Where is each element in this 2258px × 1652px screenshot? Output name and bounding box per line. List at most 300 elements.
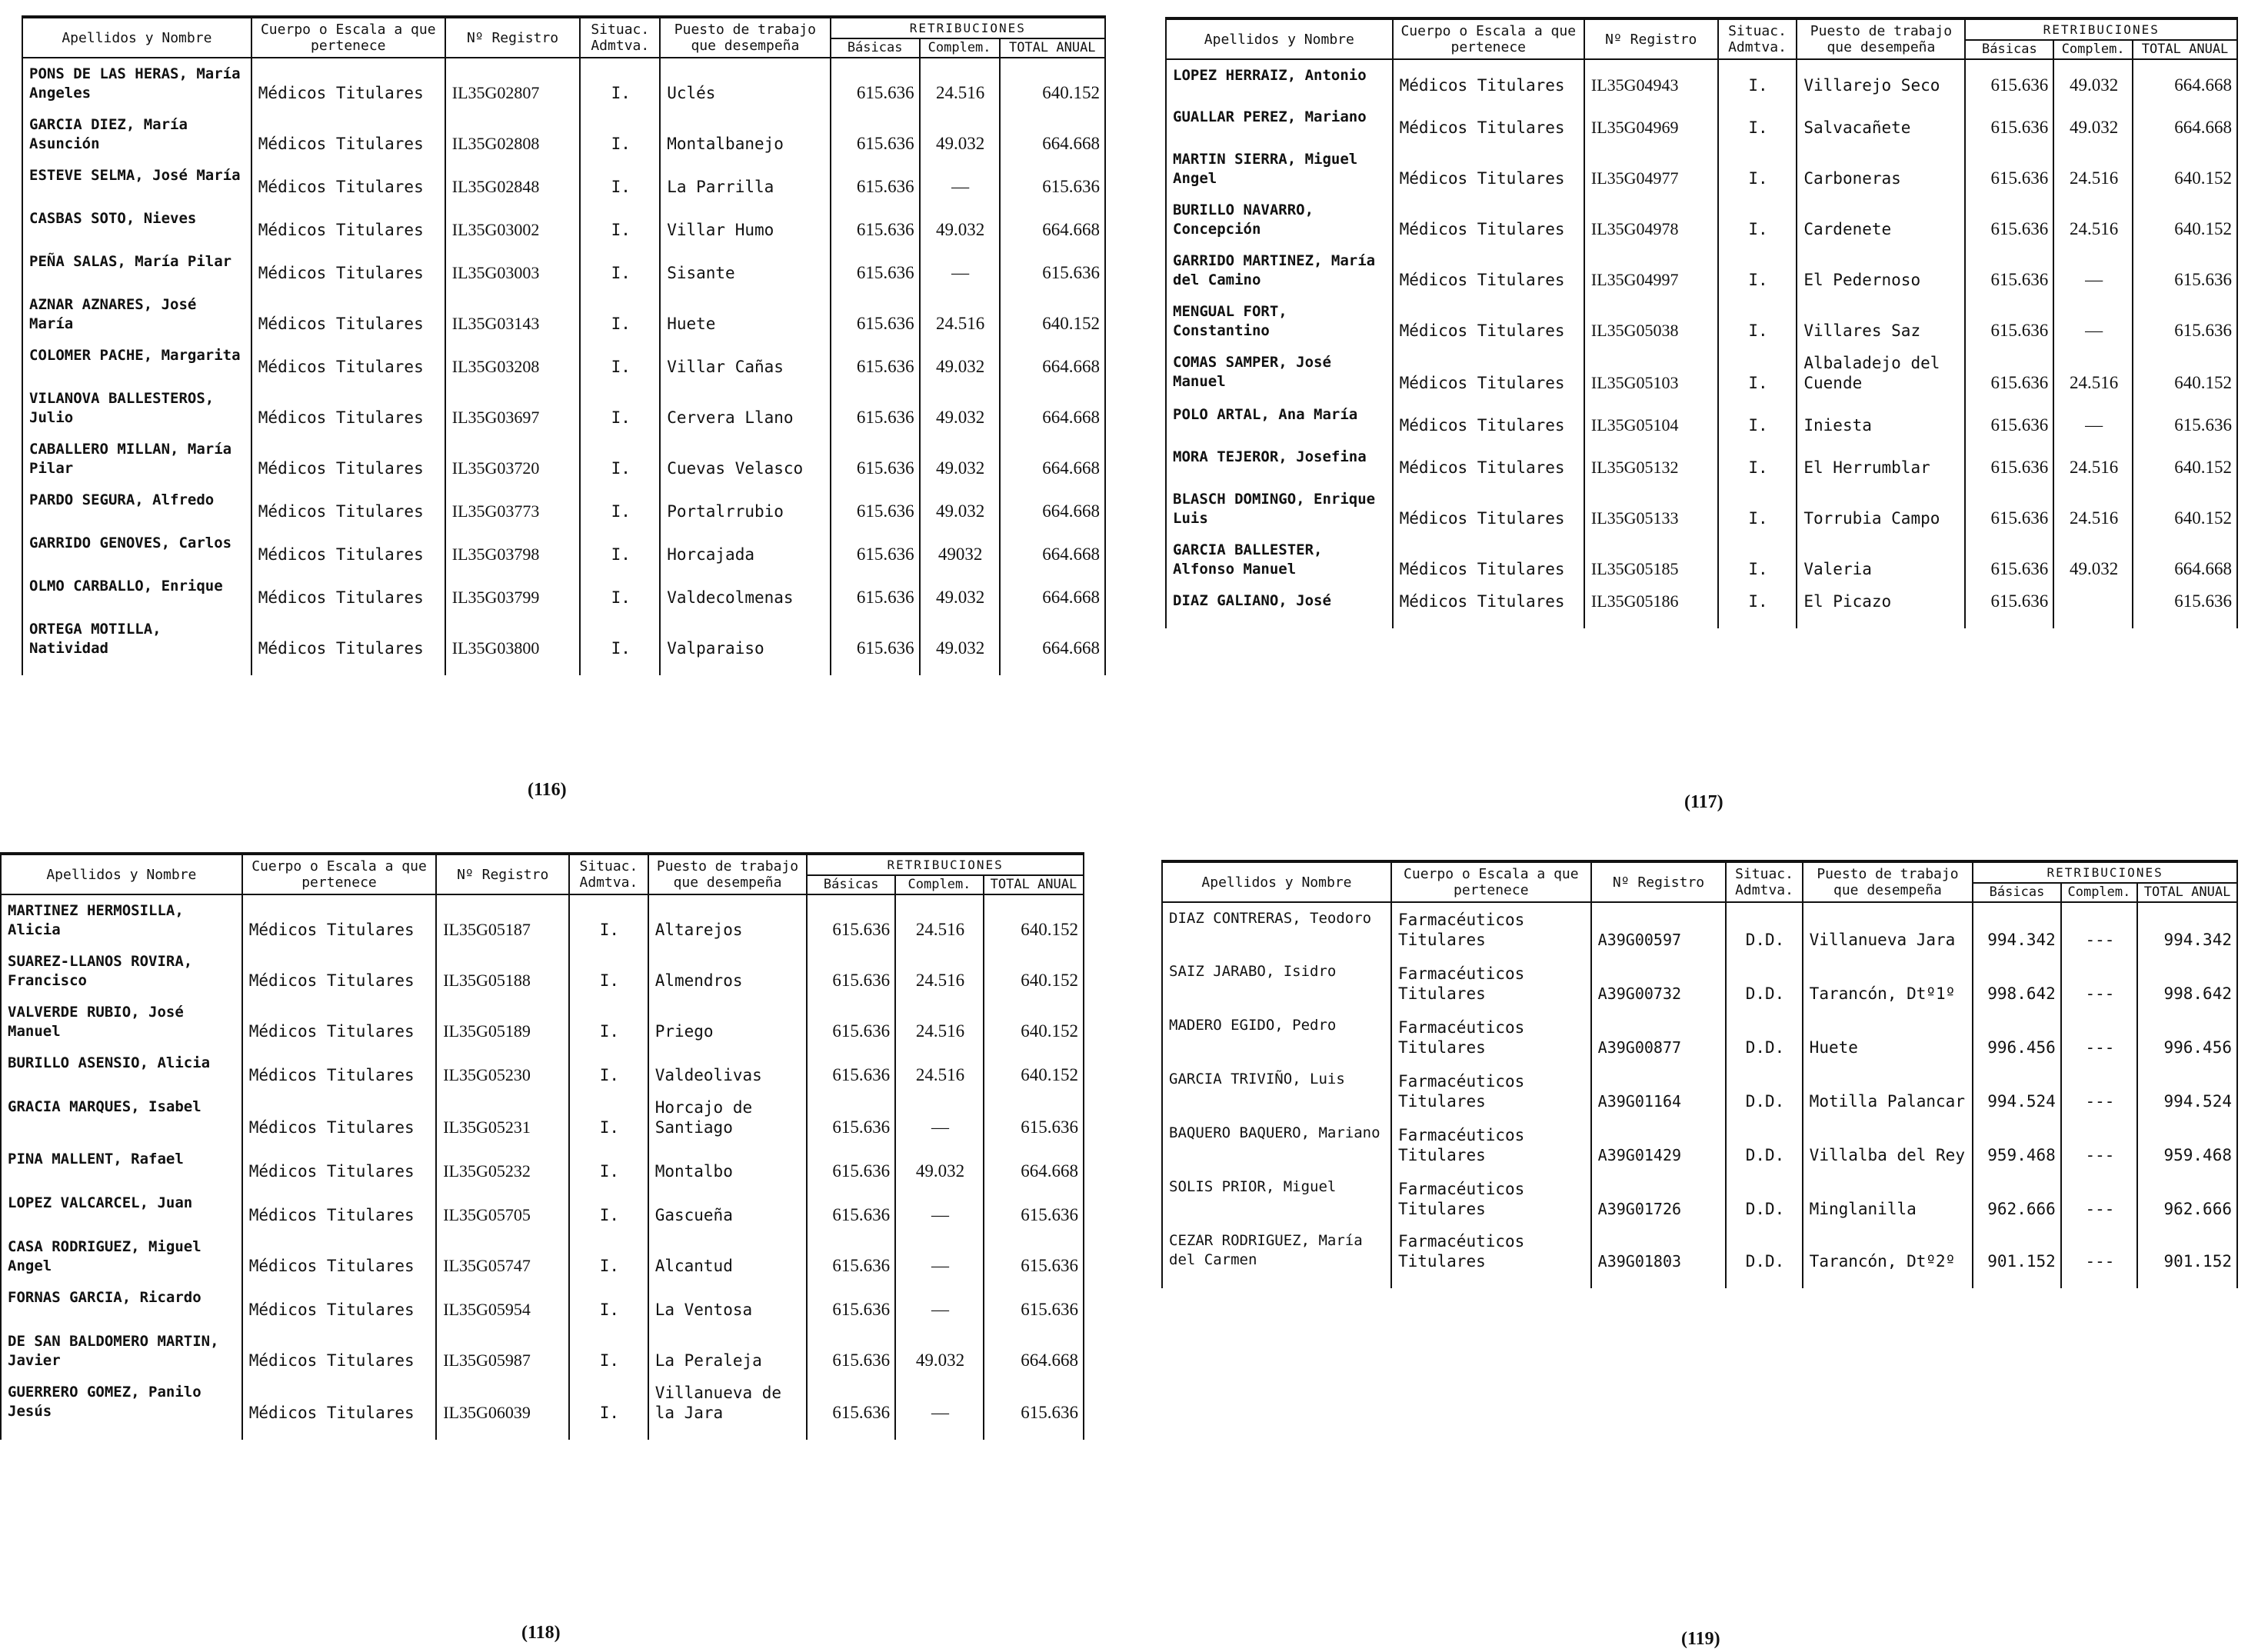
basicas-cell: 615.636: [831, 203, 920, 246]
situacion-cell: I.: [580, 434, 660, 485]
puesto-cell: La Ventosa: [648, 1282, 808, 1326]
registro-cell: IL35G03208: [445, 340, 581, 383]
complem-cell: —: [895, 1377, 984, 1440]
cuerpo-cell: Médicos Titulares: [242, 1144, 437, 1187]
full-name-cell: DE SAN BALDOMERO MARTIN, Javier: [1, 1326, 242, 1377]
puesto-cell: Tarancón, Dtº2º: [1803, 1225, 1973, 1288]
header-puesto: Puesto de trabajo que desempeña: [648, 854, 808, 894]
cuerpo-cell: Médicos Titulares: [1393, 144, 1584, 195]
full-name-cell: GRACIA MARQUES, Isabel: [1, 1091, 242, 1144]
full-name-cell: VILANOVA BALLESTEROS, Julio: [22, 383, 251, 434]
table-row: [22, 340, 1105, 383]
page-number: (116): [528, 780, 567, 800]
total-anual-cell: 664.668: [2133, 535, 2237, 585]
basicas-cell: 959.468: [1973, 1117, 2061, 1171]
basicas-cell: 615.636: [1965, 144, 2053, 195]
full-name-cell: PINA MALLENT, Rafael: [1, 1144, 242, 1187]
full-name-cell: SOLIS PRIOR, Miguel: [1162, 1171, 1391, 1225]
registro-cell: IL35G03799: [445, 571, 581, 614]
table-row: [1, 1144, 1084, 1187]
total-anual-cell: 615.636: [984, 1377, 1084, 1440]
table-row: [1, 997, 1084, 1047]
basicas-cell: 615.636: [831, 528, 920, 571]
registro-cell: A39G01726: [1591, 1171, 1727, 1225]
cuerpo-cell: Médicos Titulares: [251, 203, 445, 246]
full-name-cell: CABALLERO MILLAN, María Pilar: [22, 434, 251, 485]
full-name-cell: PARDO SEGURA, Alfredo: [22, 485, 251, 528]
basicas-cell: 615.636: [1965, 347, 2053, 399]
basicas-cell: 615.636: [831, 58, 920, 109]
cuerpo-cell: Médicos Titulares: [242, 1047, 437, 1091]
table-row: [1166, 399, 2237, 441]
table-row: [1, 1091, 1084, 1144]
puesto-cell: La Peraleja: [648, 1326, 808, 1377]
registro-cell: IL35G03773: [445, 485, 581, 528]
registro-cell: A39G00732: [1591, 956, 1727, 1010]
puesto-cell: Salvacañete: [1797, 102, 1965, 144]
complem-cell: ---: [2061, 1225, 2137, 1288]
header-registro: Nº Registro: [1591, 861, 1727, 902]
cuerpo-cell: Médicos Titulares: [242, 1091, 437, 1144]
register-table: [22, 15, 1106, 675]
puesto-cell: Huete: [1803, 1010, 1973, 1064]
registro-cell: IL35G03697: [445, 383, 581, 434]
register-table: [0, 852, 1084, 1440]
basicas-cell: 615.636: [807, 1047, 895, 1091]
complem-cell: [2053, 585, 2133, 628]
total-anual-cell: 615.636: [1000, 246, 1106, 289]
basicas-cell: 615.636: [1965, 585, 2053, 628]
basicas-cell: 615.636: [807, 1187, 895, 1231]
basicas-cell: 998.642: [1973, 956, 2061, 1010]
full-name-cell: GARCIA BALLESTER, Alfonso Manuel: [1166, 535, 1393, 585]
situacion-cell: I.: [580, 203, 660, 246]
complem-cell: —: [895, 1282, 984, 1326]
table-row: [1166, 484, 2237, 535]
cuerpo-cell: Médicos Titulares: [1393, 296, 1584, 347]
cuerpo-cell: Médicos Titulares: [251, 383, 445, 434]
complem-cell: ---: [2061, 902, 2137, 956]
situacion-cell: I.: [1718, 245, 1797, 296]
table-row: [22, 614, 1105, 675]
header-cuerpo-escala: Cuerpo o Escala a que pertenece: [1393, 18, 1584, 59]
complem-cell: 49.032: [2053, 59, 2133, 102]
puesto-cell: Minglanilla: [1803, 1171, 1973, 1225]
situacion-cell: I.: [580, 58, 660, 109]
basicas-cell: 615.636: [807, 894, 895, 946]
cuerpo-cell: Farmacéuticos Titulares: [1391, 1064, 1591, 1117]
complem-cell: 49.032: [920, 340, 1000, 383]
header-cuerpo-escala: Cuerpo o Escala a que pertenece: [1391, 861, 1591, 902]
total-anual-cell: 664.668: [1000, 203, 1106, 246]
header-apellidos-nombre: Apellidos y Nombre: [1162, 861, 1391, 902]
full-name-cell: BAQUERO BAQUERO, Mariano: [1162, 1117, 1391, 1171]
basicas-cell: 615.636: [831, 434, 920, 485]
puesto-cell: El Pedernoso: [1797, 245, 1965, 296]
full-name-cell: SAIZ JARABO, Isidro: [1162, 956, 1391, 1010]
situacion-cell: I.: [569, 1091, 648, 1144]
registro-cell: IL35G05104: [1584, 399, 1718, 441]
basicas-cell: 962.666: [1973, 1171, 2061, 1225]
full-name-cell: DIAZ CONTRERAS, Teodoro: [1162, 902, 1391, 956]
total-anual-cell: 615.636: [1000, 160, 1106, 203]
basicas-cell: 615.636: [807, 1282, 895, 1326]
registro-cell: IL35G03003: [445, 246, 581, 289]
full-name-cell: MARTIN SIERRA, Miguel Angel: [1166, 144, 1393, 195]
cuerpo-cell: Médicos Titulares: [251, 340, 445, 383]
registro-cell: IL35G05185: [1584, 535, 1718, 585]
full-name-cell: AZNAR AZNARES, José María: [22, 289, 251, 340]
basicas-cell: 615.636: [831, 160, 920, 203]
full-name-cell: GUERRERO GOMEZ, Panilo Jesús: [1, 1377, 242, 1440]
complem-cell: ---: [2061, 1010, 2137, 1064]
total-anual-cell: 640.152: [2133, 484, 2237, 535]
register-table-page-119: [1161, 860, 2238, 1288]
cuerpo-cell: Farmacéuticos Titulares: [1391, 956, 1591, 1010]
basicas-cell: 615.636: [807, 997, 895, 1047]
table-row: [22, 58, 1105, 109]
cuerpo-cell: Médicos Titulares: [251, 614, 445, 675]
situacion-cell: I.: [569, 1187, 648, 1231]
total-anual-cell: 664.668: [984, 1144, 1084, 1187]
situacion-cell: I.: [1718, 347, 1797, 399]
puesto-cell: Gascueña: [648, 1187, 808, 1231]
full-name-cell: CEZAR RODRIGUEZ, María del Carmen: [1162, 1225, 1391, 1288]
complem-cell: 24.516: [920, 58, 1000, 109]
complem-cell: 49.032: [920, 203, 1000, 246]
total-anual-cell: 664.668: [1000, 383, 1106, 434]
basicas-cell: 615.636: [831, 109, 920, 160]
registro-cell: IL35G05186: [1584, 585, 1718, 628]
situacion-cell: D.D.: [1726, 1010, 1802, 1064]
table-row: [1, 894, 1084, 946]
situacion-cell: I.: [569, 1377, 648, 1440]
complem-cell: 24.516: [895, 946, 984, 997]
header-cuerpo-escala: Cuerpo o Escala a que pertenece: [251, 17, 445, 58]
total-anual-cell: 640.152: [984, 1047, 1084, 1091]
puesto-cell: Iniesta: [1797, 399, 1965, 441]
complem-cell: 24.516: [2053, 441, 2133, 484]
total-anual-cell: 664.668: [984, 1326, 1084, 1377]
basicas-cell: 615.636: [831, 485, 920, 528]
basicas-cell: 615.636: [807, 1144, 895, 1187]
complem-cell: —: [2053, 296, 2133, 347]
puesto-cell: Villar Cañas: [660, 340, 830, 383]
total-anual-cell: 640.152: [2133, 195, 2237, 245]
total-anual-cell: 640.152: [1000, 58, 1106, 109]
table-row: [1, 1187, 1084, 1231]
page-number: (118): [521, 1623, 561, 1643]
puesto-cell: Carboneras: [1797, 144, 1965, 195]
cuerpo-cell: Médicos Titulares: [1393, 195, 1584, 245]
total-anual-cell: 640.152: [984, 894, 1084, 946]
cuerpo-cell: Médicos Titulares: [1393, 102, 1584, 144]
table-row: [1166, 585, 2237, 628]
header-basicas: Básicas: [1973, 883, 2061, 902]
total-anual-cell: 615.636: [984, 1091, 1084, 1144]
total-anual-cell: 664.668: [2133, 59, 2237, 102]
registro-cell: IL35G05987: [436, 1326, 569, 1377]
header-registro: Nº Registro: [445, 17, 581, 58]
table-row: [1, 1377, 1084, 1440]
situacion-cell: I.: [1718, 484, 1797, 535]
total-anual-cell: 664.668: [1000, 571, 1106, 614]
complem-cell: 49.032: [2053, 535, 2133, 585]
cuerpo-cell: Médicos Titulares: [251, 109, 445, 160]
registro-cell: IL35G06039: [436, 1377, 569, 1440]
puesto-cell: Valparaiso: [660, 614, 830, 675]
situacion-cell: D.D.: [1726, 1064, 1802, 1117]
total-anual-cell: 640.152: [2133, 144, 2237, 195]
complem-cell: —: [895, 1231, 984, 1282]
table-row: [1, 1231, 1084, 1282]
complem-cell: 49032: [920, 528, 1000, 571]
situacion-cell: I.: [1718, 59, 1797, 102]
situacion-cell: I.: [569, 1047, 648, 1091]
table-row: [1166, 441, 2237, 484]
basicas-cell: 615.636: [831, 340, 920, 383]
complem-cell: —: [2053, 245, 2133, 296]
cuerpo-cell: Médicos Titulares: [251, 58, 445, 109]
complem-cell: ---: [2061, 1171, 2137, 1225]
cuerpo-cell: Médicos Titulares: [1393, 59, 1584, 102]
registro-cell: IL35G04943: [1584, 59, 1718, 102]
table-row: [1166, 347, 2237, 399]
puesto-cell: Torrubia Campo: [1797, 484, 1965, 535]
table-row: [22, 571, 1105, 614]
full-name-cell: MADERO EGIDO, Pedro: [1162, 1010, 1391, 1064]
registro-cell: IL35G05954: [436, 1282, 569, 1326]
registro-cell: IL35G04997: [1584, 245, 1718, 296]
full-name-cell: BURILLO NAVARRO, Concepción: [1166, 195, 1393, 245]
header-situacion: Situac. Admtva.: [1726, 861, 1802, 902]
complem-cell: —: [895, 1091, 984, 1144]
full-name-cell: CASA RODRIGUEZ, Miguel Angel: [1, 1231, 242, 1282]
total-anual-cell: 664.668: [1000, 434, 1106, 485]
registro-cell: IL35G05230: [436, 1047, 569, 1091]
register-table: [1161, 860, 2238, 1288]
table-row: [1166, 296, 2237, 347]
situacion-cell: I.: [1718, 585, 1797, 628]
puesto-cell: Villarejo Seco: [1797, 59, 1965, 102]
total-anual-cell: 962.666: [2137, 1171, 2237, 1225]
puesto-cell: Uclés: [660, 58, 830, 109]
situacion-cell: I.: [569, 997, 648, 1047]
table-row: [1166, 59, 2237, 102]
cuerpo-cell: Farmacéuticos Titulares: [1391, 1171, 1591, 1225]
complem-cell: 24.516: [2053, 347, 2133, 399]
situacion-cell: D.D.: [1726, 956, 1802, 1010]
situacion-cell: I.: [580, 528, 660, 571]
total-anual-cell: 996.456: [2137, 1010, 2237, 1064]
basicas-cell: 615.636: [831, 246, 920, 289]
header-basicas: Básicas: [831, 38, 920, 58]
puesto-cell: Horcajada: [660, 528, 830, 571]
situacion-cell: D.D.: [1726, 1225, 1802, 1288]
puesto-cell: Alcantud: [648, 1231, 808, 1282]
complem-cell: 49.032: [895, 1144, 984, 1187]
complem-cell: 24.516: [920, 289, 1000, 340]
registro-cell: IL35G05705: [436, 1187, 569, 1231]
header-apellidos-nombre: Apellidos y Nombre: [1, 854, 242, 894]
cuerpo-cell: Farmacéuticos Titulares: [1391, 902, 1591, 956]
header-total-anual: TOTAL ANUAL: [2133, 40, 2237, 59]
table-row: [22, 203, 1105, 246]
puesto-cell: Villanueva de la Jara: [648, 1377, 808, 1440]
puesto-cell: Valdecolmenas: [660, 571, 830, 614]
header-puesto: Puesto de trabajo que desempeña: [660, 17, 830, 58]
situacion-cell: I.: [1718, 144, 1797, 195]
registro-cell: IL35G04978: [1584, 195, 1718, 245]
basicas-cell: 615.636: [807, 1231, 895, 1282]
cuerpo-cell: Médicos Titulares: [251, 485, 445, 528]
registro-cell: IL35G04969: [1584, 102, 1718, 144]
complem-cell: ---: [2061, 1117, 2137, 1171]
puesto-cell: El Picazo: [1797, 585, 1965, 628]
puesto-cell: Huete: [660, 289, 830, 340]
puesto-cell: Cardenete: [1797, 195, 1965, 245]
total-anual-cell: 664.668: [1000, 485, 1106, 528]
situacion-cell: I.: [580, 571, 660, 614]
situacion-cell: I.: [580, 340, 660, 383]
header-apellidos-nombre: Apellidos y Nombre: [1166, 18, 1393, 59]
table-row: [1162, 902, 2237, 956]
complem-cell: 49.032: [920, 383, 1000, 434]
table-row: [22, 109, 1105, 160]
registro-cell: A39G01164: [1591, 1064, 1727, 1117]
registro-cell: A39G00877: [1591, 1010, 1727, 1064]
complem-cell: 49.032: [920, 109, 1000, 160]
situacion-cell: I.: [569, 946, 648, 997]
total-anual-cell: 615.636: [2133, 296, 2237, 347]
puesto-cell: Montalbo: [648, 1144, 808, 1187]
table-row: [1166, 144, 2237, 195]
cuerpo-cell: Médicos Titulares: [251, 528, 445, 571]
total-anual-cell: 959.468: [2137, 1117, 2237, 1171]
registro-cell: IL35G05038: [1584, 296, 1718, 347]
page-number: (117): [1684, 792, 1723, 812]
total-anual-cell: 998.642: [2137, 956, 2237, 1010]
cuerpo-cell: Médicos Titulares: [1393, 245, 1584, 296]
total-anual-cell: 615.636: [984, 1282, 1084, 1326]
situacion-cell: D.D.: [1726, 1117, 1802, 1171]
complem-cell: —: [920, 246, 1000, 289]
full-name-cell: DIAZ GALIANO, José: [1166, 585, 1393, 628]
registro-cell: IL35G05231: [436, 1091, 569, 1144]
situacion-cell: I.: [580, 289, 660, 340]
basicas-cell: 994.342: [1973, 902, 2061, 956]
register-table-page-116: [22, 15, 1106, 675]
full-name-cell: ORTEGA MOTILLA, Natividad: [22, 614, 251, 675]
registro-cell: IL35G05232: [436, 1144, 569, 1187]
puesto-cell: Montalbanejo: [660, 109, 830, 160]
full-name-cell: GARCIA TRIVIÑO, Luis: [1162, 1064, 1391, 1117]
situacion-cell: D.D.: [1726, 1171, 1802, 1225]
header-puesto: Puesto de trabajo que desempeña: [1803, 861, 1973, 902]
puesto-cell: Priego: [648, 997, 808, 1047]
puesto-cell: La Parrilla: [660, 160, 830, 203]
full-name-cell: CASBAS SOTO, Nieves: [22, 203, 251, 246]
basicas-cell: 615.636: [1965, 102, 2053, 144]
total-anual-cell: 664.668: [1000, 614, 1106, 675]
situacion-cell: I.: [1718, 535, 1797, 585]
registro-cell: IL35G05747: [436, 1231, 569, 1282]
registro-cell: IL35G03143: [445, 289, 581, 340]
full-name-cell: POLO ARTAL, Ana María: [1166, 399, 1393, 441]
basicas-cell: 615.636: [1965, 441, 2053, 484]
cuerpo-cell: Médicos Titulares: [251, 246, 445, 289]
basicas-cell: 615.636: [1965, 399, 2053, 441]
header-basicas: Básicas: [807, 875, 895, 894]
registro-cell: A39G00597: [1591, 902, 1727, 956]
basicas-cell: 901.152: [1973, 1225, 2061, 1288]
table-row: [22, 160, 1105, 203]
table-row: [1166, 245, 2237, 296]
table-row: [22, 485, 1105, 528]
registro-cell: IL35G05133: [1584, 484, 1718, 535]
total-anual-cell: 640.152: [984, 997, 1084, 1047]
cuerpo-cell: Médicos Titulares: [1393, 585, 1584, 628]
table-row: [1, 1047, 1084, 1091]
situacion-cell: I.: [580, 160, 660, 203]
total-anual-cell: 901.152: [2137, 1225, 2237, 1288]
header-total-anual: TOTAL ANUAL: [2137, 883, 2237, 902]
registro-cell: IL35G05132: [1584, 441, 1718, 484]
complem-cell: ---: [2061, 1064, 2137, 1117]
total-anual-cell: 615.636: [2133, 245, 2237, 296]
puesto-cell: Villar Humo: [660, 203, 830, 246]
cuerpo-cell: Médicos Titulares: [1393, 347, 1584, 399]
table-row: [22, 434, 1105, 485]
situacion-cell: I.: [1718, 399, 1797, 441]
header-total-anual: TOTAL ANUAL: [984, 875, 1084, 894]
puesto-cell: Altarejos: [648, 894, 808, 946]
complem-cell: 49.032: [920, 571, 1000, 614]
puesto-cell: El Herrumblar: [1797, 441, 1965, 484]
table-row: [1162, 1117, 2237, 1171]
register-table-page-118: [0, 852, 1084, 1440]
situacion-cell: I.: [569, 1326, 648, 1377]
complem-cell: —: [895, 1187, 984, 1231]
full-name-cell: FORNAS GARCIA, Ricardo: [1, 1282, 242, 1326]
cuerpo-cell: Médicos Titulares: [242, 894, 437, 946]
complem-cell: 24.516: [895, 894, 984, 946]
puesto-cell: Tarancón, Dtº1º: [1803, 956, 1973, 1010]
full-name-cell: ESTEVE SELMA, José María: [22, 160, 251, 203]
total-anual-cell: 615.636: [984, 1187, 1084, 1231]
basicas-cell: 615.636: [1965, 195, 2053, 245]
total-anual-cell: 640.152: [2133, 347, 2237, 399]
total-anual-cell: 640.152: [1000, 289, 1106, 340]
complem-cell: 24.516: [895, 1047, 984, 1091]
total-anual-cell: 640.152: [2133, 441, 2237, 484]
puesto-cell: Villalba del Rey: [1803, 1117, 1973, 1171]
header-complem: Complem.: [920, 38, 1000, 58]
full-name-cell: COLOMER PACHE, Margarita: [22, 340, 251, 383]
complem-cell: 24.516: [895, 997, 984, 1047]
complem-cell: 24.516: [2053, 195, 2133, 245]
header-retribuciones: RETRIBUCIONES: [807, 854, 1084, 875]
registro-cell: IL35G02848: [445, 160, 581, 203]
table-row: [22, 528, 1105, 571]
situacion-cell: I.: [569, 1282, 648, 1326]
registro-cell: IL35G02808: [445, 109, 581, 160]
cuerpo-cell: Médicos Titulares: [251, 571, 445, 614]
header-cuerpo-escala: Cuerpo o Escala a que pertenece: [242, 854, 437, 894]
header-registro: Nº Registro: [1584, 18, 1718, 59]
puesto-cell: Cervera Llano: [660, 383, 830, 434]
total-anual-cell: 664.668: [1000, 340, 1106, 383]
